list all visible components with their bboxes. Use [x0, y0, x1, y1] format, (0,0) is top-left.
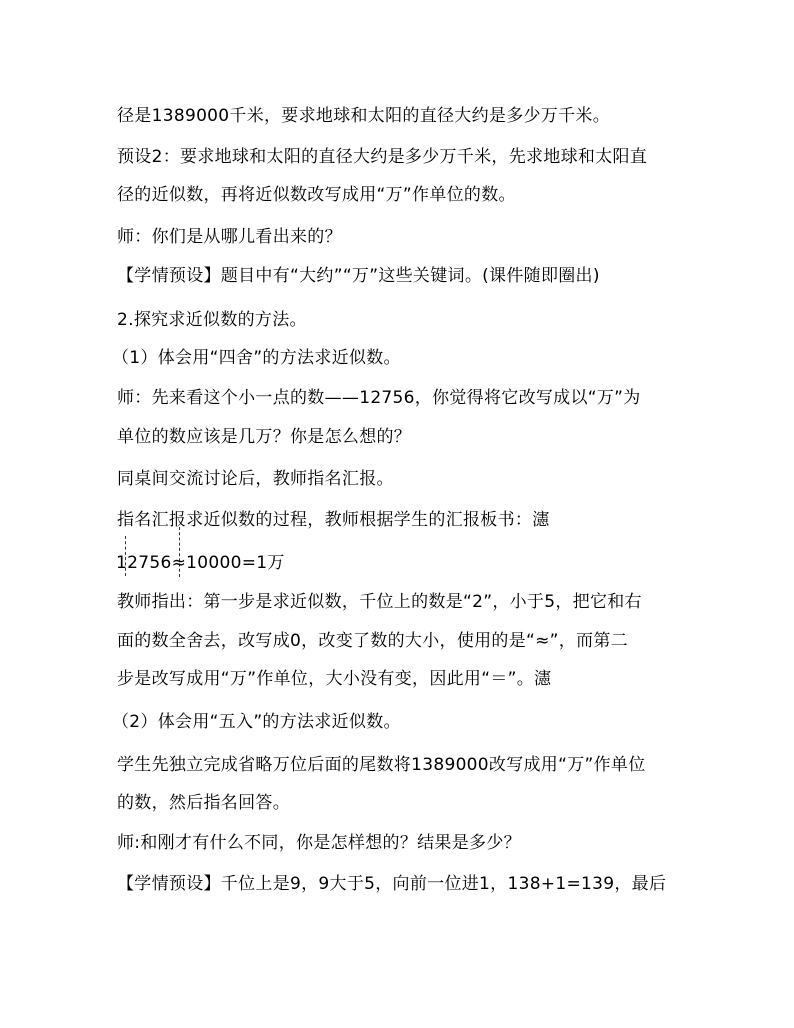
text-line-9: 单位的数应该是几万？你是怎么想的？	[117, 427, 412, 447]
text-line-11: 指名汇报求近似数的过程，教师根据学生的汇报板书：瀗	[117, 510, 550, 530]
text-line-17: 学生先独立完成省略万位后面的尾数将1389000改写成用“万”作单位	[117, 755, 646, 775]
text-line-19: 师:和刚才有什么不同，你是怎样想的？结果是多少？	[117, 833, 521, 853]
text-line-8: 师：先来看这个小一点的数——12756，你觉得将它改写成以“万”为	[117, 388, 641, 408]
text-line-18: 的数，然后指名回答。	[117, 793, 290, 813]
text-line-10: 同桌间交流讨论后，教师指名汇报。	[117, 469, 394, 489]
text-line-20: 【学情预设】千位上是9，9大于5，向前一位进1，138+1=139，最后	[117, 874, 667, 894]
text-line-4: 师：你们是从哪儿看出来的？	[117, 227, 342, 247]
text-line-15: 步是改写成用“万”作单位，大小没有变，因此用“＝”。瀗	[117, 669, 552, 689]
text-line-16: （2）体会用“五入”的方法求近似数。	[112, 712, 401, 732]
text-line-5: 【学情预设】题目中有“大约”“万”这些关键词。(课件随即圈出)	[117, 266, 600, 286]
text-line-3: 径的近似数，再将近似数改写成用“万”作单位的数。	[117, 185, 516, 205]
text-line-2: 预设2：要求地球和太阳的直径大约是多少万千米，先求地球和太阳直	[117, 147, 648, 167]
text-line-7: （1）体会用“四舍”的方法求近似数。	[112, 348, 401, 368]
text-line-1: 径是1389000千米，要求地球和太阳的直径大约是多少万千米。	[117, 106, 611, 126]
text-line-13: 教师指出：第一步是求近似数，千位上的数是“2”，小于5，把它和右	[117, 592, 642, 612]
text-line-6: 2.探究求近似数的方法。	[117, 310, 307, 330]
text-line-14: 面的数全舍去，改写成0，改变了数的大小，使用的是“≈”，而第二	[117, 631, 628, 651]
formula-line: 12756≈10000=1万	[116, 553, 285, 573]
